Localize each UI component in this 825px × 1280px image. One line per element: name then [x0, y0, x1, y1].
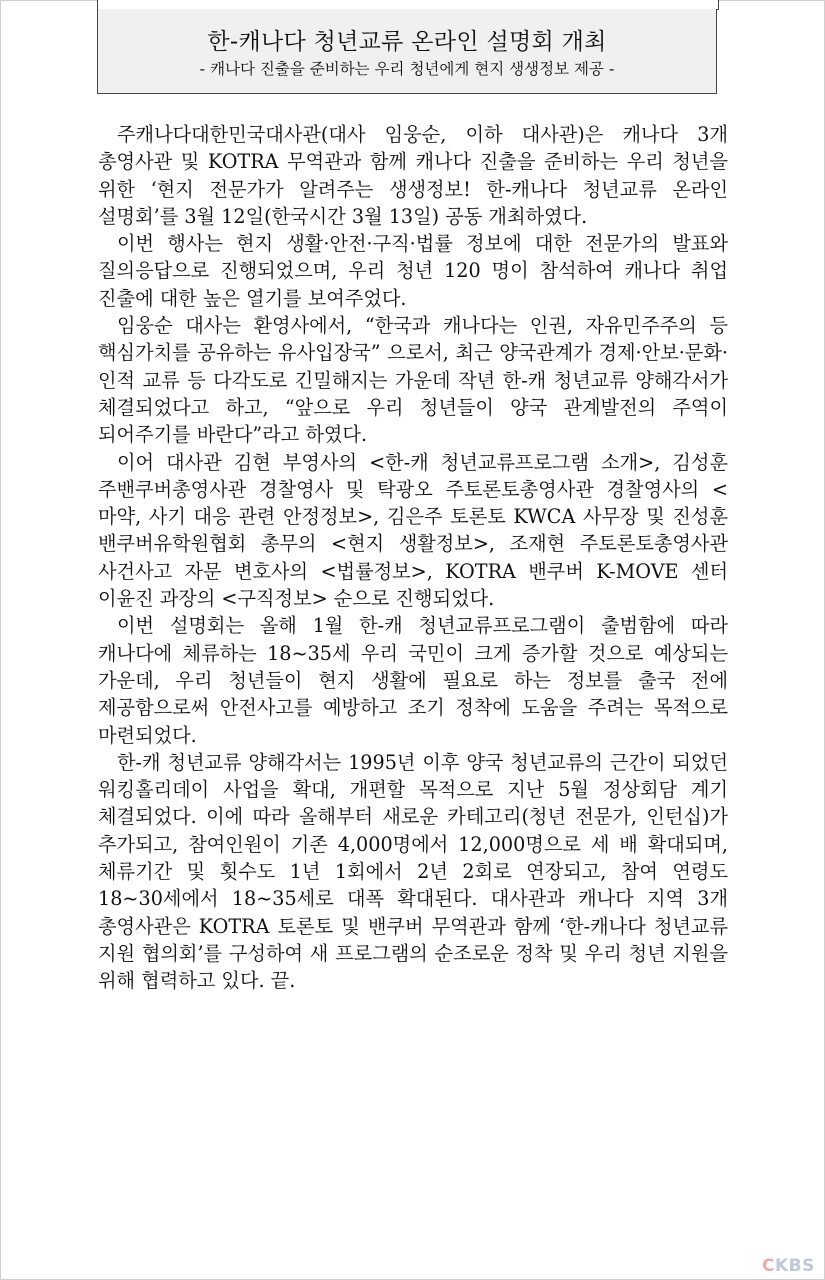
paragraph-3: 임웅순 대사는 환영사에서, “한국과 캐나다는 인권, 자유민주주의 등 핵심가치를 공유하는 유사입장국” 으로서, 최근 양국관계가 경제·안보·문화·인적 교류 등 다각도로 긴밀해지는 가운데 작년 한-캐 청년교류 양해각서가 체결되었다고 하고, “앞으로 우리 청년들이 양국 관계발전의 주역이 되어주기를 바란다”라고 하였다. [98, 314, 728, 447]
ckbs-logo [762, 1256, 815, 1276]
paragraph-1: 주캐나다대한민국대사관(대사 임웅순, 이하 대사관)은 캐나다 3개 총영사관 및 KOTRA 무역관과 함께 캐나다 진출을 준비하는 우리 청년을 위한 ‘현지 전문가가 알려주는 생생정보! 한-캐나다 청년교류 온라인 설명회’를 3월 12일(한국시간 3월 13일) 공동 개최하였다. [98, 123, 728, 228]
title-box [97, 9, 717, 94]
article-body [98, 121, 728, 995]
page-subtitle: - 캐나다 진출을 준비하는 우리 청년에게 현지 생생정보 제공 - [199, 60, 615, 78]
logo-letter-c: C [762, 1256, 775, 1276]
paragraph-4: 이어 대사관 김현 부영사의 <한-캐 청년교류프로그램 소개>, 김성훈 주밴쿠버총영사관 경찰영사 및 탁광오 주토론토총영사관 경찰영사의 <마약, 사기 대응 관련 안정정보>, 김은주 토론토 KWCA 사무장 및 진성훈 밴쿠버유학원협회 총무의 <현지 생활정보>, 조재현 주토론토총영사관 사건사고 자문 변호사의 <법률정보>, KOTRA 밴쿠버 K-MOVE 센터 이윤진 과장의 <구직정보> 순으로 진행되었다. [98, 450, 728, 611]
logo-letters-kbs: KBS [774, 1256, 815, 1276]
paragraph-5: 이번 설명회는 올해 1월 한-캐 청년교류프로그램이 출범함에 따라 캐나다에 체류하는 18~35세 우리 국민이 크게 증가할 것으로 예상되는 가운데, 우리 청년들이 현지 생활에 필요로 하는 정보를 출국 전에 제공함으로써 안전사고를 예방하고 조기 정착에 도움을 주려는 목적으로 마련되었다. [98, 614, 728, 747]
paragraph-2: 이번 행사는 현지 생활·안전·구직·법률 정보에 대한 전문가의 발표와 질의응답으로 진행되었으며, 우리 청년 120 명이 참석하여 캐나다 취업 진출에 대한 높은 열기를 보여주었다. [98, 232, 728, 310]
page-title: 한-캐나다 청년교류 온라인 설명회 개최 [207, 29, 607, 55]
paragraph-6: 한-캐 청년교류 양해각서는 1995년 이후 양국 청년교류의 근간이 되었던 워킹홀리데이 사업을 확대, 개편할 목적으로 지난 5월 정상회담 계기 체결되었다. 이에 따라 올해부터 새로운 카테고리(청년 전문가, 인턴십)가 추가되고, 참여인원이 기존 4,000명에서 12,000명으로 세 배 확대되며, 체류기간 및 횟수도 1년 1회에서 2년 2회로 연장되고, 참여 연령도 18~30세에서 18~35세로 대폭 확대된다. 대사관과 캐나다 지역 3개 총영사관은 KOTRA 토론토 및 밴쿠버 무역관과 함께 ‘한-캐나다 청년교류 지원 협의회’를 구성하여 새 프로그램의 순조로운 정착 및 우리 청년 지원을 위해 협력하고 있다. 끝. [98, 750, 728, 993]
